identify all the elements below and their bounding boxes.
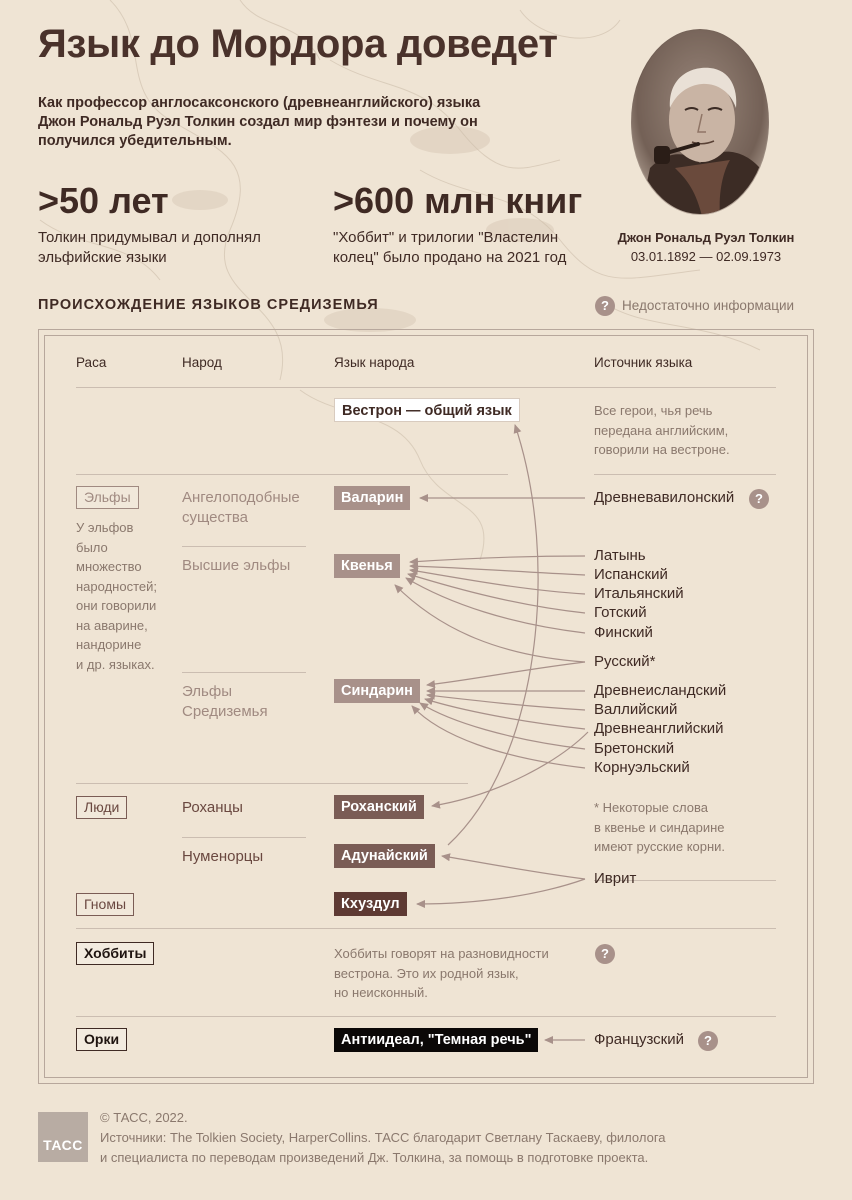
people-me-elves-line1: Эльфы [182, 683, 232, 700]
portrait-name: Джон Рональд Руэл Толкин [617, 230, 795, 245]
elves-note-line: и др. языках. [76, 656, 155, 672]
lang-rohanic: Роханский [334, 795, 424, 819]
lang-khuzdul: Кхуздул [334, 892, 407, 916]
elves-note-line: народностей; [76, 578, 157, 594]
stat-years-value: >50 лет [38, 180, 169, 221]
divider-hobbits [76, 1016, 776, 1017]
people-me-elves-line2: Средиземья [182, 703, 268, 720]
stat-books-value: >600 млн книг [333, 180, 583, 221]
source-old-norse: Древнеисландский [594, 682, 727, 699]
elves-note-line: на аварине, [76, 617, 148, 633]
question-icon: ? [595, 296, 615, 316]
people-numenoreans: Нуменорцы [182, 848, 264, 865]
source-cornish: Корнуэльский [594, 759, 690, 776]
tolkien-portrait [630, 28, 770, 216]
source-old-babylonian: Древневавилонский [594, 489, 735, 506]
source-italian: Итальянский [594, 585, 684, 602]
header-people: Народ [182, 355, 222, 370]
lang-valarin: Валарин [334, 486, 410, 510]
lang-adunaic: Адунайский [334, 844, 435, 868]
footnote [594, 798, 725, 857]
page-title: Язык до Мордора доведет [38, 22, 558, 66]
source-russian: Русский* [594, 653, 656, 670]
footer-sources-line1: Источники: The Tolkien Society, HarperCollins. ТАСС благодарит Светлану Таскаеву, филолога [100, 1130, 666, 1145]
stat-years-caption-line1: Толкин придумывал и дополнял [38, 229, 261, 246]
westron-note-line1: Все герои, чья речь [594, 403, 713, 418]
people-high-elves: Высшие эльфы [182, 557, 291, 574]
elves-note [76, 518, 157, 674]
portrait-dates: 03.01.1892 — 02.09.1973 [630, 249, 782, 264]
westron-note-line2: передана английским, [594, 422, 729, 438]
people-ainur-line1: Ангелоподобные [182, 489, 300, 506]
divider-elves [76, 783, 468, 784]
header-race: Раса [76, 355, 107, 370]
question-icon: ? [595, 944, 615, 964]
source-spanish: Испанский [594, 566, 668, 583]
tass-logo: ТАСС [38, 1112, 88, 1162]
race-men: Люди [76, 796, 127, 819]
source-breton: Бретонский [594, 740, 675, 757]
page-subtitle: Как профессор англосаксонского (древнеанглийского) языка Джон Рональд Руэл Толкин создал мир фэнтези и почему он получился убедительным. [38, 95, 481, 149]
stat-years-caption-line2: эльфийские языки [38, 249, 167, 266]
divider-high-elves [182, 672, 306, 673]
divider-header [76, 387, 776, 388]
footer-copyright: © ТАСС, 2022. [100, 1110, 188, 1125]
elves-note-line: множество [76, 559, 142, 574]
westron-note [594, 401, 730, 460]
source-gothic: Готский [594, 604, 647, 621]
divider-ainur [182, 546, 306, 547]
people-middle-earth-elves [182, 682, 268, 722]
westron-note-line3: говорили на вестроне. [594, 442, 730, 457]
elves-note-line: они говорили [76, 598, 157, 613]
hobbits-note [334, 944, 549, 1003]
question-icon: ? [698, 1031, 718, 1051]
race-orcs: Орки [76, 1028, 127, 1051]
hobbits-note-line: но неисконный. [334, 985, 428, 1000]
footnote-line: * Некоторые слова [594, 800, 708, 815]
stat-years-caption [38, 228, 261, 268]
footnote-line: в квенье и синдарине [594, 819, 725, 835]
lang-westron: Вестрон — общий язык [334, 398, 520, 422]
source-latin: Латынь [594, 547, 646, 564]
footnote-line: имеют русские корни. [594, 839, 726, 854]
divider-westron-right [594, 474, 776, 475]
question-icon: ? [749, 489, 769, 509]
header-language: Язык народа [334, 355, 415, 370]
elves-note-line: У эльфов [76, 520, 134, 535]
people-rohirrim: Роханцы [182, 799, 243, 816]
legend-text: Недостаточно информации [622, 298, 795, 313]
race-elves: Эльфы [76, 486, 139, 509]
footer-sources-line2: и специалиста по переводам произведений Дж. Толкина, за помощь в подготовке проекта. [100, 1150, 649, 1165]
source-old-english: Древнеанглийский [594, 720, 724, 737]
lang-quenya: Квенья [334, 554, 400, 578]
hobbits-note-line: вестрона. Это их родной язык, [334, 965, 519, 981]
lang-black-speech: Антиидеал, "Темная речь" [334, 1028, 538, 1052]
lang-sindarin: Синдарин [334, 679, 420, 703]
hobbits-note-line: Хоббиты говорят на разновидности [334, 946, 549, 961]
source-finnish: Финский [594, 624, 653, 641]
race-dwarves: Гномы [76, 893, 134, 916]
stat-books-caption [333, 228, 566, 268]
source-welsh: Валлийский [594, 701, 678, 718]
race-hobbits: Хоббиты [76, 942, 154, 965]
source-french: Французский [594, 1031, 684, 1048]
divider-westron-left [76, 474, 508, 475]
stat-books-caption-line2: колец" было продано на 2021 год [333, 249, 567, 266]
divider-dwarves [76, 928, 776, 929]
divider-rohan [182, 837, 306, 838]
stat-books-caption-line1: "Хоббит" и трилогии "Властелин [333, 229, 559, 246]
source-hebrew: Иврит [594, 870, 637, 887]
elves-note-line: было [76, 539, 108, 555]
header-source: Источник языка [594, 355, 693, 370]
elves-note-line: нандорине [76, 637, 142, 652]
section-title: ПРОИСХОЖДЕНИЕ ЯЗЫКОВ СРЕДИЗЕМЬЯ [38, 297, 379, 313]
people-ainur-line2: существа [182, 509, 249, 526]
people-ainur [182, 488, 300, 528]
